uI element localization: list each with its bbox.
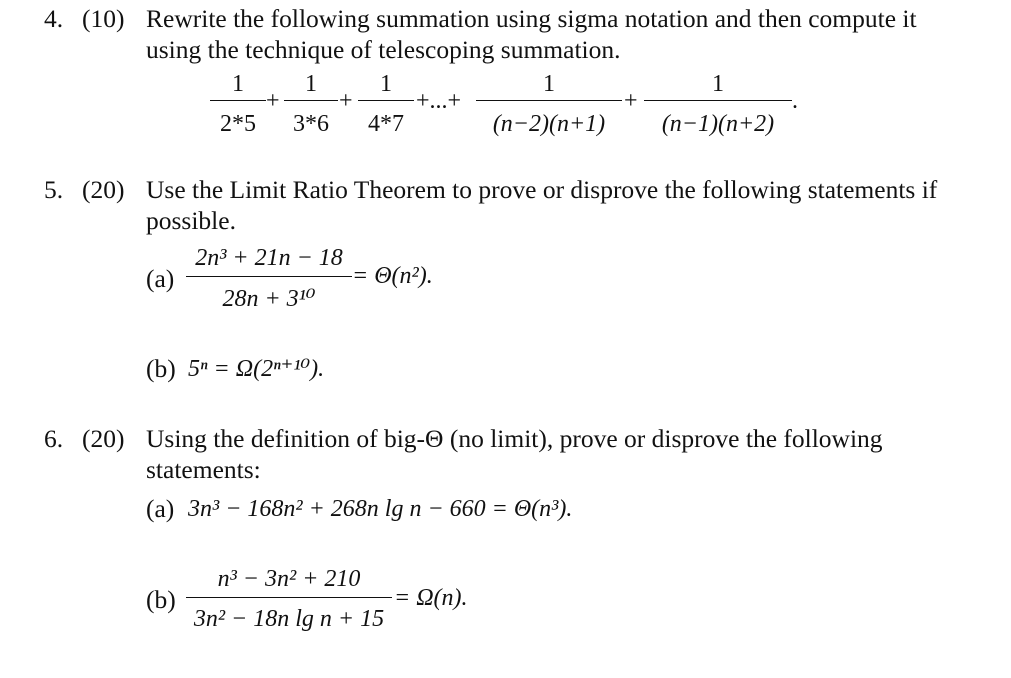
term5-fraction-bar xyxy=(644,100,792,101)
ellipsis: +...+ xyxy=(416,88,462,114)
problem-6b-fraction-bar xyxy=(186,597,392,598)
problem-5-text-line2: possible. xyxy=(146,206,236,235)
problem-5-text-line1: Use the Limit Ratio Theorem to prove or disprove the following statements if xyxy=(146,175,938,204)
problem-4-text-line1: Rewrite the following summation using sigma notation and then compute it xyxy=(146,4,917,33)
problem-5a-fraction-bar xyxy=(186,276,352,277)
term1-numerator: 1 xyxy=(232,71,244,97)
problem-6-points: (20) xyxy=(82,424,125,453)
term1-fraction-bar xyxy=(210,100,266,101)
problem-5-points: (20) xyxy=(82,175,125,204)
problem-4-points: (10) xyxy=(82,4,125,33)
term2-fraction-bar xyxy=(284,100,338,101)
term5-numerator: 1 xyxy=(712,71,724,97)
problem-5a-numerator: 2n³ + 21n − 18 xyxy=(195,245,343,271)
problem-6a-expression: 3n³ − 168n² + 268n lg n − 660 = Θ(n³). xyxy=(188,496,573,522)
problem-6-text-line2: statements: xyxy=(146,455,261,484)
problem-6b-rhs: = Ω(n). xyxy=(394,585,468,611)
plus-sign: + xyxy=(266,88,280,114)
term2-denominator: 3*6 xyxy=(293,111,329,137)
problem-5-number: 5. xyxy=(44,175,64,204)
problem-6-number: 6. xyxy=(44,424,64,453)
problem-5b-label: (b) xyxy=(146,354,176,383)
problem-5a-rhs: = Θ(n²). xyxy=(352,263,433,289)
problem-5b-expression: 5ⁿ = Ω(2ⁿ⁺¹⁰). xyxy=(188,356,325,382)
problem-6a-label: (a) xyxy=(146,494,175,523)
problem-5a-label: (a) xyxy=(146,264,175,293)
term2-numerator: 1 xyxy=(305,71,317,97)
problem-6b-numerator: n³ − 3n² + 210 xyxy=(217,566,361,592)
term4-denominator: (n−2)(n+1) xyxy=(492,111,606,137)
problem-6b-label: (b) xyxy=(146,585,176,614)
problem-6b-denominator: 3n² − 18n lg n + 15 xyxy=(193,606,385,632)
problem-5a-denominator: 28n + 3¹⁰ xyxy=(222,286,316,312)
problem-4-number: 4. xyxy=(44,4,64,33)
plus-sign: + xyxy=(624,88,638,114)
term3-denominator: 4*7 xyxy=(368,111,404,137)
problem-4-text-line2: using the technique of telescoping summation. xyxy=(146,35,621,64)
term4-numerator: 1 xyxy=(543,71,555,97)
term3-numerator: 1 xyxy=(380,71,392,97)
problem-6-text-line1: Using the definition of big-Θ (no limit), prove or disprove the following xyxy=(146,424,883,453)
term5-denominator: (n−1)(n+2) xyxy=(661,111,775,137)
period: . xyxy=(792,88,798,114)
term1-denominator: 2*5 xyxy=(220,111,256,137)
term3-fraction-bar xyxy=(358,100,414,101)
plus-sign: + xyxy=(339,88,353,114)
term4-fraction-bar xyxy=(476,100,622,101)
